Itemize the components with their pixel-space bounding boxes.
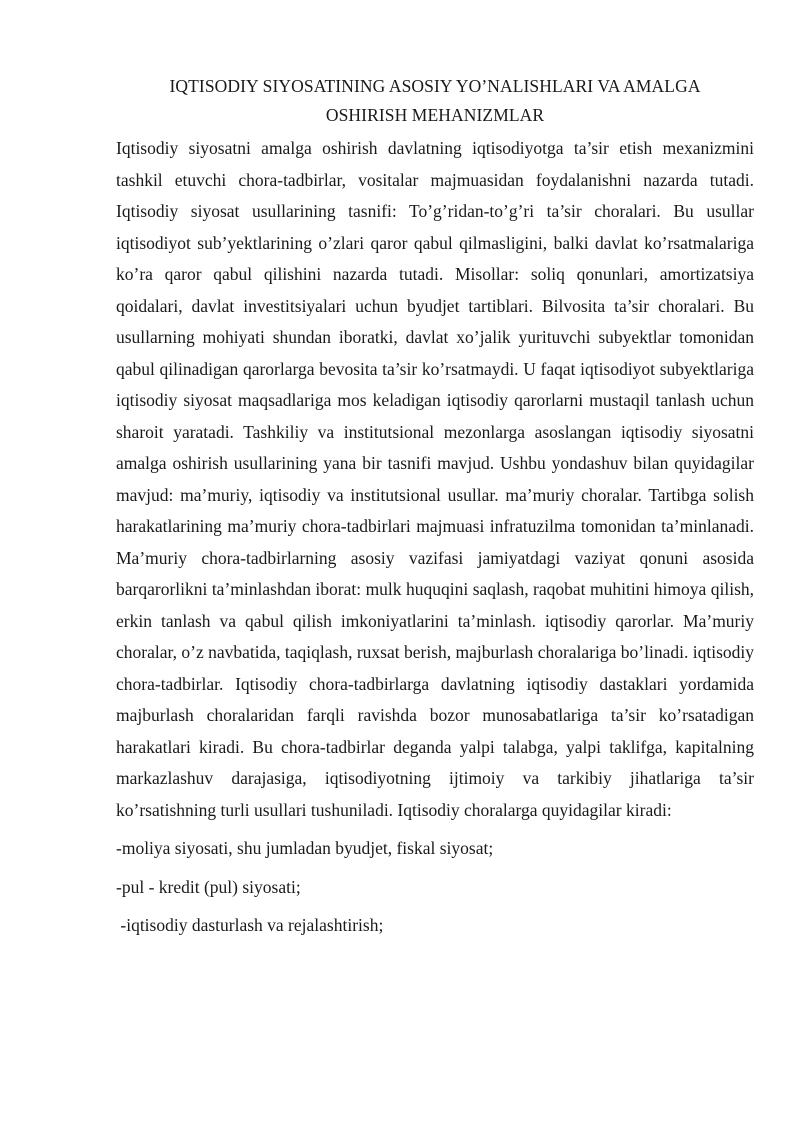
measures-list: [116, 833, 754, 942]
title-line-2: OSHIRISH MEHANIZMLAR: [325, 105, 545, 125]
list-item: -moliya siyosati, shu jumladan byudjet, fiskal siyosat;: [116, 838, 494, 858]
document-title: [116, 72, 754, 130]
body-paragraph: Iqtisodiy siyosatni amalga oshirish davlatning iqtisodiyotga ta’sir etish mexanizmini tashkil etuvchi chora-tadbirlar, vositalar majmuasidan foydalanishni nazarda tutadi. Iqtisodiy siyosat usullarining tasnifi: To’g’ridan-to’g’ri ta’sir choralari. Bu usullar iqtisodiyot sub’yektlarining o’zlari qaror qabul qilmasligini, balki davlat ko’rsatmalariga ko’ra qaror qabul qilishini nazarda tutadi. Misollar: soliq qonunlari, amortizatsiya qoidalari, davlat investitsiyalari uchun byudjet tartiblari. Bilvosita ta’sir choralari. Bu usullarning mohiyati shundan iboratki, davlat xo’jalik yurituvchi subyektlar tomonidan qabul qilinadigan qarorlarga bevosita ta’sir ko’rsatmaydi. U faqat iqtisodiyot subyektlariga iqtisodiy siyosat maqsadlariga mos keladigan iqtisodiy qarorlarni mustaqil tanlash uchun sharoit yaratadi. Tashkiliy va institutsional mezonlarga asoslangan iqtisodiy siyosatni amalga oshirish usullarining yana bir tasnifi mavjud. Ushbu yondashuv bilan quyidagilar mavjud: ma’muriy, iqtisodiy va institutsional usullar. ma’muriy choralar. Tartibga solish harakatlarining ma’muriy chora-tadbirlari majmuasi infratuzilma tomonidan ta’minlanadi. Ma’muriy chora-tadbirlarning asosiy vazifasi jamiyatdagi vaziyat qonuni asosida barqarorlikni ta’minlashdan iborat: mulk huquqini saqlash, raqobat muhitini himoya qilish, erkin tanlash va qabul qilish imkoniyatlarini ta’minlash. iqtisodiy qarorlar. Ma’muriy choralar, o’z navbatida, taqiqlash, ruxsat berish, majburlash choralariga bo’linadi. iqtisodiy chora-tadbirlar. Iqtisodiy chora-tadbirlarga davlatning iqtisodiy dastaklari yordamida majburlash choralaridan farqli ravishda bozor munosabatlariga ta’sir ko’rsatadigan harakatlari kiradi. Bu chora-tadbirlar deganda yalpi talabga, yalpi taklifga, kapitalning markazlashuv darajasiga, iqtisodiyotning ijtimoiy va tarkibiy jihatlariga ta’sir ko’rsatishning turli usullari tushuniladi. Iqtisodiy choralarga quyidagilar kiradi:: [116, 138, 754, 820]
list-item: -iqtisodiy dasturlash va rejalashtirish;: [116, 915, 384, 935]
title-line-1: IQTISODIY SIYOSATINING ASOSIY YO’NALISHLARI VA AMALGA: [169, 76, 701, 96]
list-item: -pul - kredit (pul) siyosati;: [116, 876, 301, 897]
